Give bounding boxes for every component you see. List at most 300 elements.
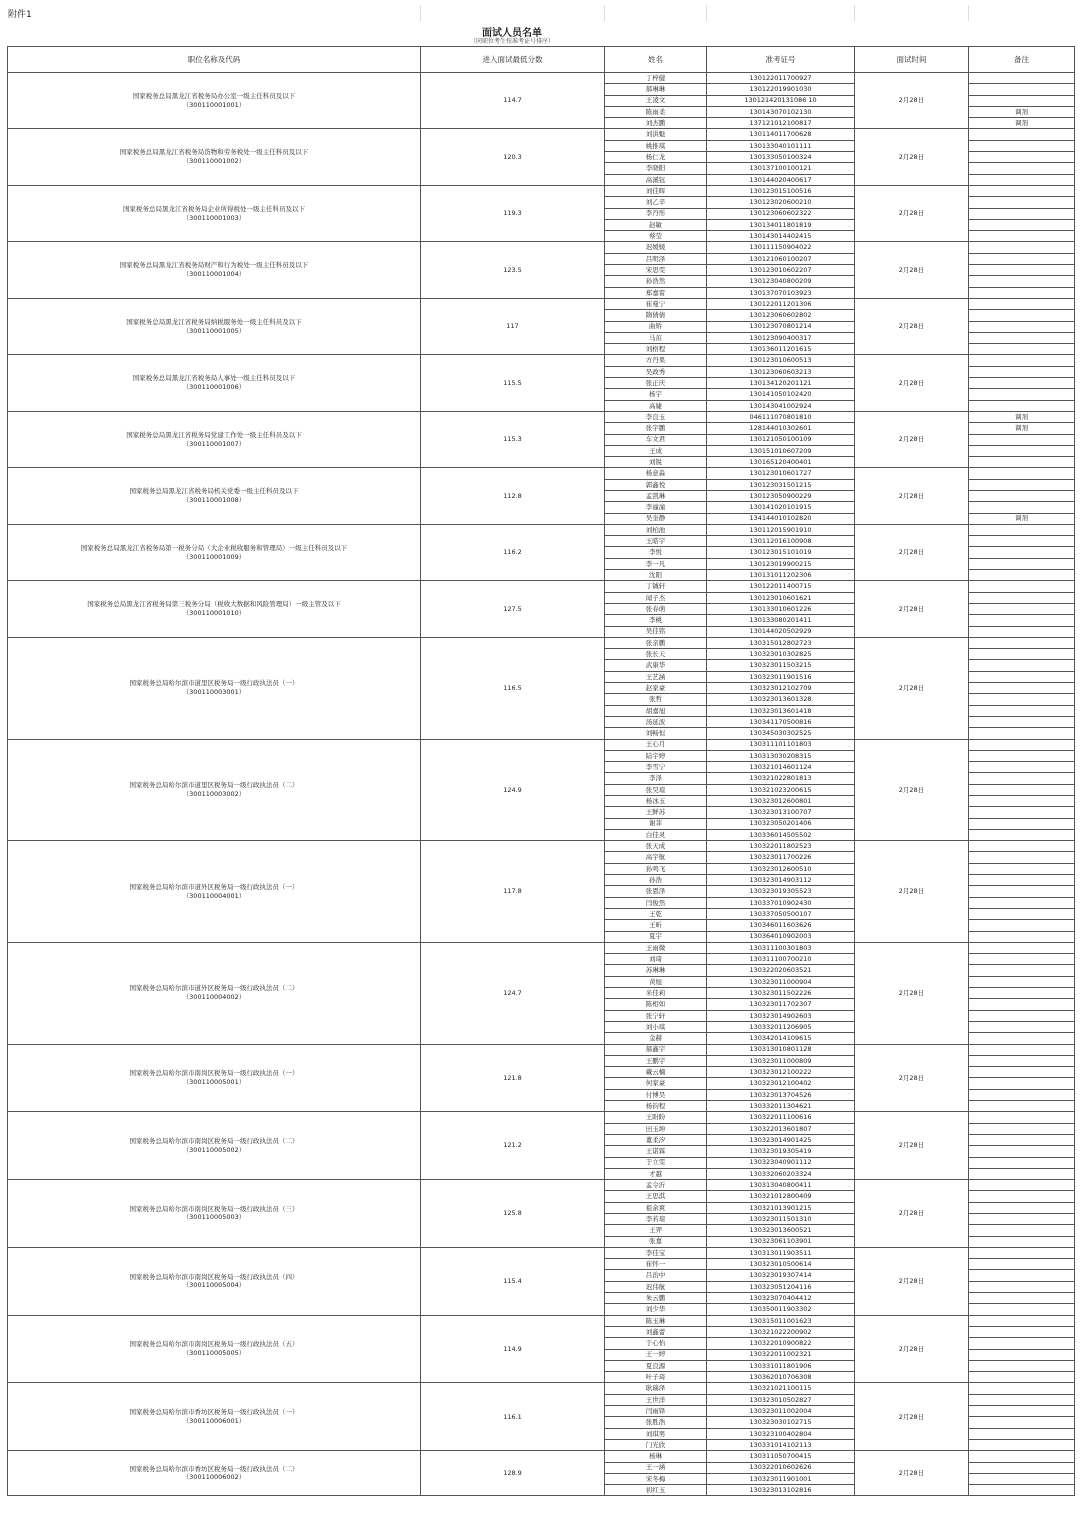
remark-cell (969, 321, 1075, 332)
position-code: （300110005005） (182, 1349, 246, 1358)
ticket-number: 130331014102113 (707, 1439, 855, 1450)
ticket-number: 130144020400617 (707, 174, 855, 185)
candidate-name: 崔曼宁 (605, 298, 707, 309)
ticket-number: 130123090400317 (707, 332, 855, 343)
remark-cell (969, 1270, 1075, 1281)
candidate-name: 丁梓健 (605, 73, 707, 84)
ticket-number: 130323013704526 (707, 1089, 855, 1100)
position-cell (8, 411, 421, 467)
remark-cell (969, 671, 1075, 682)
remark-cell (969, 694, 1075, 705)
candidate-name: 蔡莹 (605, 231, 707, 242)
position-code: （300110001007） (182, 439, 246, 448)
ticket-number: 130315011001623 (707, 1315, 855, 1326)
remark-cell (969, 1202, 1075, 1213)
candidate-name: 宋思雯 (605, 265, 707, 276)
ticket-number: 130323051204116 (707, 1281, 855, 1292)
candidate-name: 王雨微 (605, 942, 707, 953)
interview-time-cell: 2月28日 (855, 129, 969, 185)
ticket-number: 130321023200615 (707, 784, 855, 795)
remark-cell (969, 445, 1075, 456)
ticket-number: 130323011501310 (707, 1213, 855, 1224)
ticket-number: 130311100301803 (707, 942, 855, 953)
candidate-name: 米佳莉 (605, 988, 707, 999)
candidate-name: 刘小琪 (605, 1021, 707, 1032)
remark-cell (969, 897, 1075, 908)
candidate-name: 隋倩倩 (605, 310, 707, 321)
interview-time-cell: 2月28日 (855, 1315, 969, 1383)
remark-cell: 调剂 (969, 106, 1075, 117)
ticket-number: 130321022801813 (707, 773, 855, 784)
interview-list-table (7, 46, 1075, 1496)
candidate-name: 张春萌 (605, 603, 707, 614)
ticket-number: 130323013102816 (707, 1485, 855, 1496)
position-title: 国家税务总局黑龙江省税务局人事处一级主任科员及以下 (132, 374, 296, 383)
ticket-number: 130134011801819 (707, 219, 855, 230)
candidate-name: 耿瑞泽 (605, 1383, 707, 1394)
candidate-name: 杨仁龙 (605, 152, 707, 163)
ticket-number: 130323014903112 (707, 875, 855, 886)
ticket-number: 130133040101111 (707, 140, 855, 151)
remark-cell (969, 242, 1075, 253)
remark-cell (969, 931, 1075, 942)
page-subtitle: （同职位考生按准考证号排序） (469, 38, 554, 45)
ticket-number: 130337010902430 (707, 897, 855, 908)
candidate-name: 李若瑄 (605, 1213, 707, 1224)
table-row (8, 739, 1075, 750)
candidate-name: 张嘉 (605, 1236, 707, 1247)
remark-cell (969, 524, 1075, 535)
candidate-name: 迟媛媛 (605, 242, 707, 253)
ticket-number: 130323012100402 (707, 1078, 855, 1089)
candidate-name: 张恩泽 (605, 886, 707, 897)
min-score-cell: 119.3 (421, 185, 605, 241)
min-score-cell: 116.1 (421, 1383, 605, 1451)
ticket-number: 130123050900229 (707, 490, 855, 501)
remark-cell (969, 378, 1075, 389)
min-score-cell: 114.9 (421, 1315, 605, 1383)
position-code: （300110004002） (182, 993, 246, 1002)
candidate-name: 闫雨铎 (605, 1406, 707, 1417)
candidate-name: 李桃 (605, 615, 707, 626)
ticket-number: 130123010600513 (707, 355, 855, 366)
candidate-name: 陆宇婷 (605, 750, 707, 761)
remark-cell (969, 1338, 1075, 1349)
position-title: 国家税务总局哈尔滨市南岗区税务局一级行政执法员（四） (129, 1272, 299, 1281)
remark-cell (969, 1168, 1075, 1179)
remark-cell (969, 1462, 1075, 1473)
candidate-name: 吕治中 (605, 1270, 707, 1281)
candidate-name: 吕明泽 (605, 253, 707, 264)
ticket-number: 130311100700210 (707, 954, 855, 965)
table-row (8, 242, 1075, 253)
candidate-name: 张胜浩 (605, 1417, 707, 1428)
interview-time-cell: 2月28日 (855, 1247, 969, 1315)
candidate-name: 胡嘉旭 (605, 705, 707, 716)
ticket-number: 130345030302525 (707, 728, 855, 739)
position-cell (8, 841, 421, 943)
position-code: （300110006001） (182, 1416, 246, 1425)
interview-time-cell: 2月28日 (855, 1383, 969, 1451)
ticket-number: 130323011700226 (707, 852, 855, 863)
candidate-name: 何家豪 (605, 1078, 707, 1089)
position-code: （300110003002） (182, 789, 246, 798)
ticket-number: 130112016100908 (707, 536, 855, 547)
position-cell (8, 1180, 421, 1248)
remark-cell (969, 73, 1075, 84)
position-code: （300110005001） (182, 1077, 246, 1086)
remark-cell (969, 1451, 1075, 1462)
table-row (8, 73, 1075, 84)
ticket-number: 130323012600510 (707, 863, 855, 874)
ticket-number: 130137100100121 (707, 163, 855, 174)
remark-cell (969, 129, 1075, 140)
header-ticket: 准考证号 (707, 47, 855, 73)
candidate-name: 王思淇 (605, 1191, 707, 1202)
remark-cell (969, 287, 1075, 298)
candidate-name: 汤延波 (605, 716, 707, 727)
candidate-name: 高宇航 (605, 852, 707, 863)
ticket-number: 130323013600521 (707, 1225, 855, 1236)
remark-cell (969, 95, 1075, 106)
ticket-number: 130323010302825 (707, 649, 855, 660)
ticket-number: 130341170500816 (707, 716, 855, 727)
remark-cell (969, 920, 1075, 931)
position-title: 国家税务总局黑龙江省税务局纳税服务处一级主任科员及以下 (126, 317, 302, 326)
min-score-cell: 123.5 (421, 242, 605, 298)
min-score-cell: 121.2 (421, 1112, 605, 1180)
position-code: （300110001005） (182, 326, 246, 335)
ticket-number: 130123010601621 (707, 592, 855, 603)
position-title: 国家税务总局哈尔滨市道里区税务局一级行政执法员（二） (129, 781, 299, 790)
ticket-number: 130123070801214 (707, 321, 855, 332)
ticket-number: 130323013601418 (707, 705, 855, 716)
remark-cell (969, 875, 1075, 886)
position-cell (8, 1112, 421, 1180)
candidate-name: 董柔汐 (605, 1134, 707, 1145)
remark-cell (969, 852, 1075, 863)
ticket-number: 130336014505502 (707, 829, 855, 840)
candidate-name: 刘琦 (605, 954, 707, 965)
remark-cell (969, 603, 1075, 614)
position-title: 国家税务总局哈尔滨市道里区税务局一级行政执法员（一） (129, 679, 299, 688)
ticket-number: 130337050500107 (707, 908, 855, 919)
ticket-number: 130323019305523 (707, 886, 855, 897)
remark-cell (969, 253, 1075, 264)
position-title: 国家税务总局黑龙江省税务局企业所得税处一级主任科员及以下 (123, 204, 305, 213)
ticket-number: 130323013100707 (707, 807, 855, 818)
remark-cell (969, 965, 1075, 976)
position-code: （300110005002） (182, 1145, 246, 1154)
remark-cell (969, 558, 1075, 569)
candidate-name: 才越 (605, 1168, 707, 1179)
remark-cell (969, 750, 1075, 761)
ticket-number: 130323011702307 (707, 999, 855, 1010)
candidate-name: 刘杰鹏 (605, 118, 707, 129)
interview-time-cell: 2月28日 (855, 355, 969, 411)
remark-cell (969, 1428, 1075, 1439)
top-gridlines (0, 5, 1076, 21)
candidate-name: 李一凡 (605, 558, 707, 569)
ticket-number: 130346011603626 (707, 920, 855, 931)
position-code: （300110003001） (182, 688, 246, 697)
remark-cell (969, 219, 1075, 230)
ticket-number: 130342014109615 (707, 1033, 855, 1044)
remark-cell (969, 1101, 1075, 1112)
remark-cell (969, 999, 1075, 1010)
candidate-name: 于心怡 (605, 1338, 707, 1349)
candidate-name: 杨宇 (605, 389, 707, 400)
ticket-number: 130323011901001 (707, 1473, 855, 1484)
remark-cell (969, 863, 1075, 874)
ticket-number: 130323012100222 (707, 1067, 855, 1078)
remark-cell (969, 649, 1075, 660)
remark-cell (969, 1360, 1075, 1371)
attachment-label: 附件1 (8, 10, 32, 20)
remark-cell (969, 1247, 1075, 1258)
ticket-number: 130332011206905 (707, 1021, 855, 1032)
interview-time-cell: 2月28日 (855, 242, 969, 298)
candidate-name: 刘锐 (605, 457, 707, 468)
ticket-number: 130143041002924 (707, 400, 855, 411)
candidate-name: 陈相如 (605, 999, 707, 1010)
remark-cell (969, 231, 1075, 242)
remark-cell (969, 683, 1075, 694)
candidate-name: 祖余爽 (605, 1202, 707, 1213)
table-row (8, 411, 1075, 422)
remark-cell (969, 796, 1075, 807)
remark-cell (969, 1010, 1075, 1021)
remark-cell (969, 976, 1075, 987)
candidate-name: 李潼潼 (605, 502, 707, 513)
candidate-name: 王艺涵 (605, 671, 707, 682)
candidate-name: 王世洋 (605, 1394, 707, 1405)
candidate-name: 张亲鹏 (605, 637, 707, 648)
ticket-number: 130323012600801 (707, 796, 855, 807)
ticket-number: 130122011700927 (707, 73, 855, 84)
table-row (8, 1315, 1075, 1326)
interview-time-cell: 2月28日 (855, 739, 969, 841)
min-score-cell: 128.9 (421, 1451, 605, 1496)
min-score-cell: 124.7 (421, 942, 605, 1044)
position-cell (8, 1315, 421, 1383)
position-title: 国家税务总局哈尔滨市香坊区税务局一级行政执法员（二） (129, 1464, 299, 1473)
position-title: 国家税务总局黑龙江省税务局党建工作处一级主任科员及以下 (126, 430, 302, 439)
table-row (8, 1383, 1075, 1394)
ticket-number: 130122011400715 (707, 581, 855, 592)
remark-cell (969, 660, 1075, 671)
ticket-number: 130122011201306 (707, 298, 855, 309)
ticket-number: 130122019901030 (707, 84, 855, 95)
candidate-name: 苏琳琳 (605, 965, 707, 976)
candidate-name: 孟凯琳 (605, 490, 707, 501)
candidate-name: 张哲 (605, 694, 707, 705)
ticket-number: 130311050700415 (707, 1451, 855, 1462)
candidate-name: 夏宇 (605, 931, 707, 942)
remark-cell (969, 1146, 1075, 1157)
remark-cell (969, 773, 1075, 784)
interview-time-cell: 2月28日 (855, 581, 969, 637)
ticket-number: 130323011000904 (707, 976, 855, 987)
ticket-number: 130123060603213 (707, 366, 855, 377)
candidate-name: 王羿 (605, 1225, 707, 1236)
remark-cell (969, 1044, 1075, 1055)
remark-cell: 调剂 (969, 423, 1075, 434)
candidate-name: 刘畅恒 (605, 728, 707, 739)
remark-cell (969, 784, 1075, 795)
ticket-number: 130137070103923 (707, 287, 855, 298)
remark-cell (969, 1191, 1075, 1202)
remark-cell (969, 1157, 1075, 1168)
interview-time-cell: 2月28日 (855, 411, 969, 467)
position-cell (8, 581, 421, 637)
remark-cell (969, 615, 1075, 626)
position-title: 国家税务总局黑龙江省税务局办公室一级主任科员及以下 (132, 91, 296, 100)
remark-cell (969, 502, 1075, 513)
remark-cell (969, 886, 1075, 897)
candidate-name: 张宁轩 (605, 1010, 707, 1021)
header-score: 进入面试最低分数 (421, 47, 605, 73)
candidate-name: 姚推琪 (605, 140, 707, 151)
interview-time-cell: 2月28日 (855, 524, 969, 580)
ticket-number: 130323014902603 (707, 1010, 855, 1021)
ticket-number: 130121060100207 (707, 253, 855, 264)
remark-cell (969, 1349, 1075, 1360)
candidate-name: 赵家豪 (605, 683, 707, 694)
candidate-name: 陈玉琳 (605, 1315, 707, 1326)
remark-cell (969, 366, 1075, 377)
table-row (8, 1044, 1075, 1055)
min-score-cell: 114.7 (421, 73, 605, 129)
candidate-name: 郝琳琳 (605, 84, 707, 95)
candidate-name: 朱云鹏 (605, 1293, 707, 1304)
table-row (8, 129, 1075, 140)
candidate-name: 吴政秀 (605, 366, 707, 377)
remark-cell (969, 954, 1075, 965)
ticket-number: 130322010900822 (707, 1338, 855, 1349)
remark-cell (969, 197, 1075, 208)
remark-cell (969, 1383, 1075, 1394)
remark-cell (969, 1225, 1075, 1236)
ticket-number: 130322011802523 (707, 841, 855, 852)
remark-cell (969, 1089, 1075, 1100)
ticket-number: 130323014901425 (707, 1134, 855, 1145)
candidate-name: 刘佳晖 (605, 185, 707, 196)
position-cell (8, 1383, 421, 1451)
ticket-number: 130323070404412 (707, 1293, 855, 1304)
candidate-name: 高婕 (605, 400, 707, 411)
candidate-name: 刘鑫蕾 (605, 1326, 707, 1337)
interview-time-cell: 2月28日 (855, 1180, 969, 1248)
min-score-cell: 124.9 (421, 739, 605, 841)
ticket-number: 130323011901516 (707, 671, 855, 682)
remark-cell (969, 140, 1075, 151)
candidate-name: 黄旭 (605, 976, 707, 987)
remark-cell (969, 389, 1075, 400)
candidate-name: 丁铖轩 (605, 581, 707, 592)
ticket-number: 130315012802723 (707, 637, 855, 648)
ticket-number: 130322011002321 (707, 1349, 855, 1360)
candidate-name: 金赫 (605, 1033, 707, 1044)
candidate-name: 闫俊然 (605, 897, 707, 908)
remark-cell (969, 152, 1075, 163)
candidate-name: 田玉坤 (605, 1123, 707, 1134)
candidate-name: 吴奎静 (605, 513, 707, 524)
candidate-name: 于立雯 (605, 1157, 707, 1168)
table-row (8, 1247, 1075, 1258)
candidate-name: 王鹏宇 (605, 1055, 707, 1066)
remark-cell (969, 1112, 1075, 1123)
candidate-name: 赵敏 (605, 219, 707, 230)
min-score-cell: 117.8 (421, 841, 605, 943)
position-cell (8, 242, 421, 298)
ticket-number: 130321021100115 (707, 1383, 855, 1394)
interview-time-cell: 2月28日 (855, 841, 969, 943)
candidate-name: 李佳宝 (605, 1247, 707, 1258)
position-code: （300110001010） (182, 609, 246, 618)
ticket-number: 130332011304621 (707, 1101, 855, 1112)
ticket-number: 130141050102420 (707, 389, 855, 400)
ticket-number: 130362010706308 (707, 1372, 855, 1383)
candidate-name: 杨意淼 (605, 468, 707, 479)
ticket-number: 130313011903511 (707, 1247, 855, 1258)
min-score-cell: 120.3 (421, 129, 605, 185)
ticket-number: 130323010500614 (707, 1259, 855, 1270)
remark-cell (969, 570, 1075, 581)
remark-cell (969, 1123, 1075, 1134)
position-code: （300110001006） (182, 383, 246, 392)
position-code: （300110001002） (182, 157, 246, 166)
remark-cell (969, 344, 1075, 355)
position-title: 国家税务总局哈尔滨市道外区税务局一级行政执法员（二） (129, 984, 299, 993)
candidate-name: 王皓宇 (605, 536, 707, 547)
interview-time-cell: 2月28日 (855, 637, 969, 739)
remark-cell (969, 434, 1075, 445)
remark-cell (969, 490, 1075, 501)
interview-time-cell: 2月28日 (855, 73, 969, 129)
ticket-number: 130136011201615 (707, 344, 855, 355)
interview-time-cell: 2月28日 (855, 1112, 969, 1180)
remark-cell (969, 739, 1075, 750)
header-position: 职位名称及代码 (8, 47, 421, 73)
position-title: 国家税务总局黑龙江省税务局财产和行为税处一级主任科员及以下 (119, 261, 309, 270)
ticket-number: 130321014601124 (707, 762, 855, 773)
ticket-number: 130332060203324 (707, 1168, 855, 1179)
ticket-number: 130123031501215 (707, 479, 855, 490)
ticket-number: 130313010801128 (707, 1044, 855, 1055)
candidate-name: 武康华 (605, 660, 707, 671)
interview-time-cell: 2月28日 (855, 1451, 969, 1496)
position-code: （300110001009） (182, 552, 246, 561)
ticket-number: 130123060602322 (707, 208, 855, 219)
ticket-number: 130121420131086 10 (707, 95, 855, 106)
remark-cell (969, 1033, 1075, 1044)
candidate-name: 吴佳铭 (605, 626, 707, 637)
remark-cell (969, 1485, 1075, 1496)
candidate-name: 王昕 (605, 920, 707, 931)
interview-time-cell: 2月28日 (855, 1044, 969, 1112)
position-code: （300110006002） (182, 1473, 246, 1482)
candidate-name: 刘琪男 (605, 1428, 707, 1439)
position-cell (8, 942, 421, 1044)
remark-cell (969, 310, 1075, 321)
ticket-number: 130323061103901 (707, 1236, 855, 1247)
min-score-cell: 115.5 (421, 355, 605, 411)
remark-cell (969, 942, 1075, 953)
remark-cell (969, 208, 1075, 219)
candidate-name: 叶子琦 (605, 1372, 707, 1383)
ticket-number: 130322010602626 (707, 1462, 855, 1473)
